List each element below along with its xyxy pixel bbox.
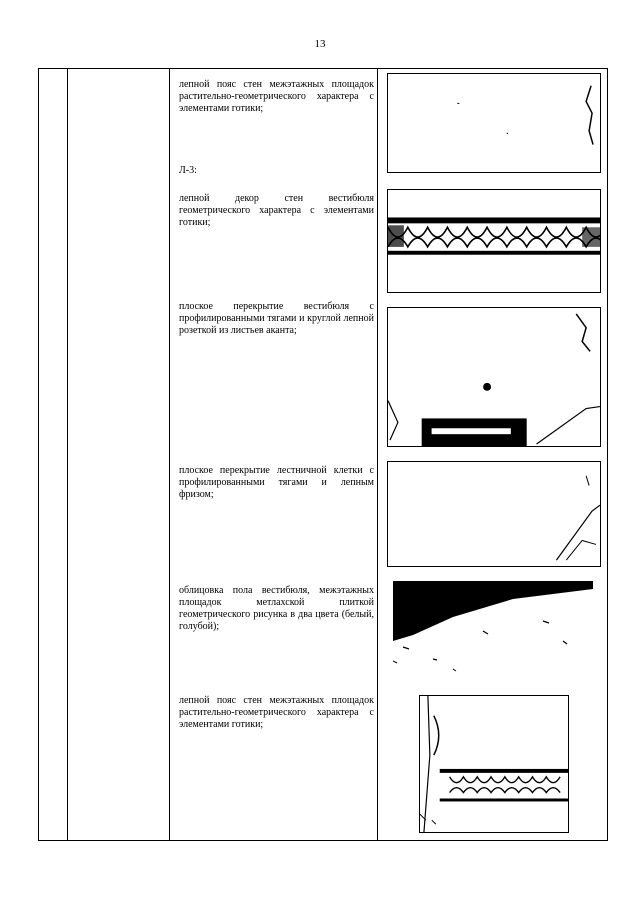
entry-vestibule-ceiling: плоское перекрытие вестибюля с профилированными тягами и круглой лепной розеткой из листьев аканта; — [179, 301, 374, 336]
entry-wall-belt-2: лепной пояс стен межэтажных площадок растительно-геометрического характера с элементами готики; — [179, 695, 374, 730]
photo-stair-ceiling — [387, 461, 601, 567]
photo-vestibule-wall-decor — [387, 189, 601, 293]
entry-floor-tiling: облицовка пола вестибюля, межэтажных площадок метлахской плиткой геометрического рисунка в два цвета (белый, голубой); — [179, 585, 374, 632]
column-divider-3 — [377, 69, 378, 840]
page-number: 13 — [314, 38, 326, 50]
entry-vestibule-wall-decor: лепной декор стен вестибюля геометрического характера с элементами готики; — [179, 193, 374, 228]
column-divider-1 — [67, 69, 68, 840]
entry-wall-belt-1: лепной пояс стен межэтажных площадок растительно-геометрического характера с элементами готики; — [179, 79, 374, 114]
photo-vestibule-ceiling — [387, 307, 601, 447]
entry-section-label: Л-3: — [179, 165, 197, 176]
document-table — [38, 68, 608, 841]
photo-floor-tiling — [393, 581, 593, 675]
photo-wall-belt-2 — [419, 695, 569, 833]
entry-stair-ceiling: плоское перекрытие лестничной клетки с профилированными тягами и лепным фризом; — [179, 465, 374, 500]
photo-wall-belt-1 — [387, 73, 601, 173]
column-divider-2 — [169, 69, 170, 840]
